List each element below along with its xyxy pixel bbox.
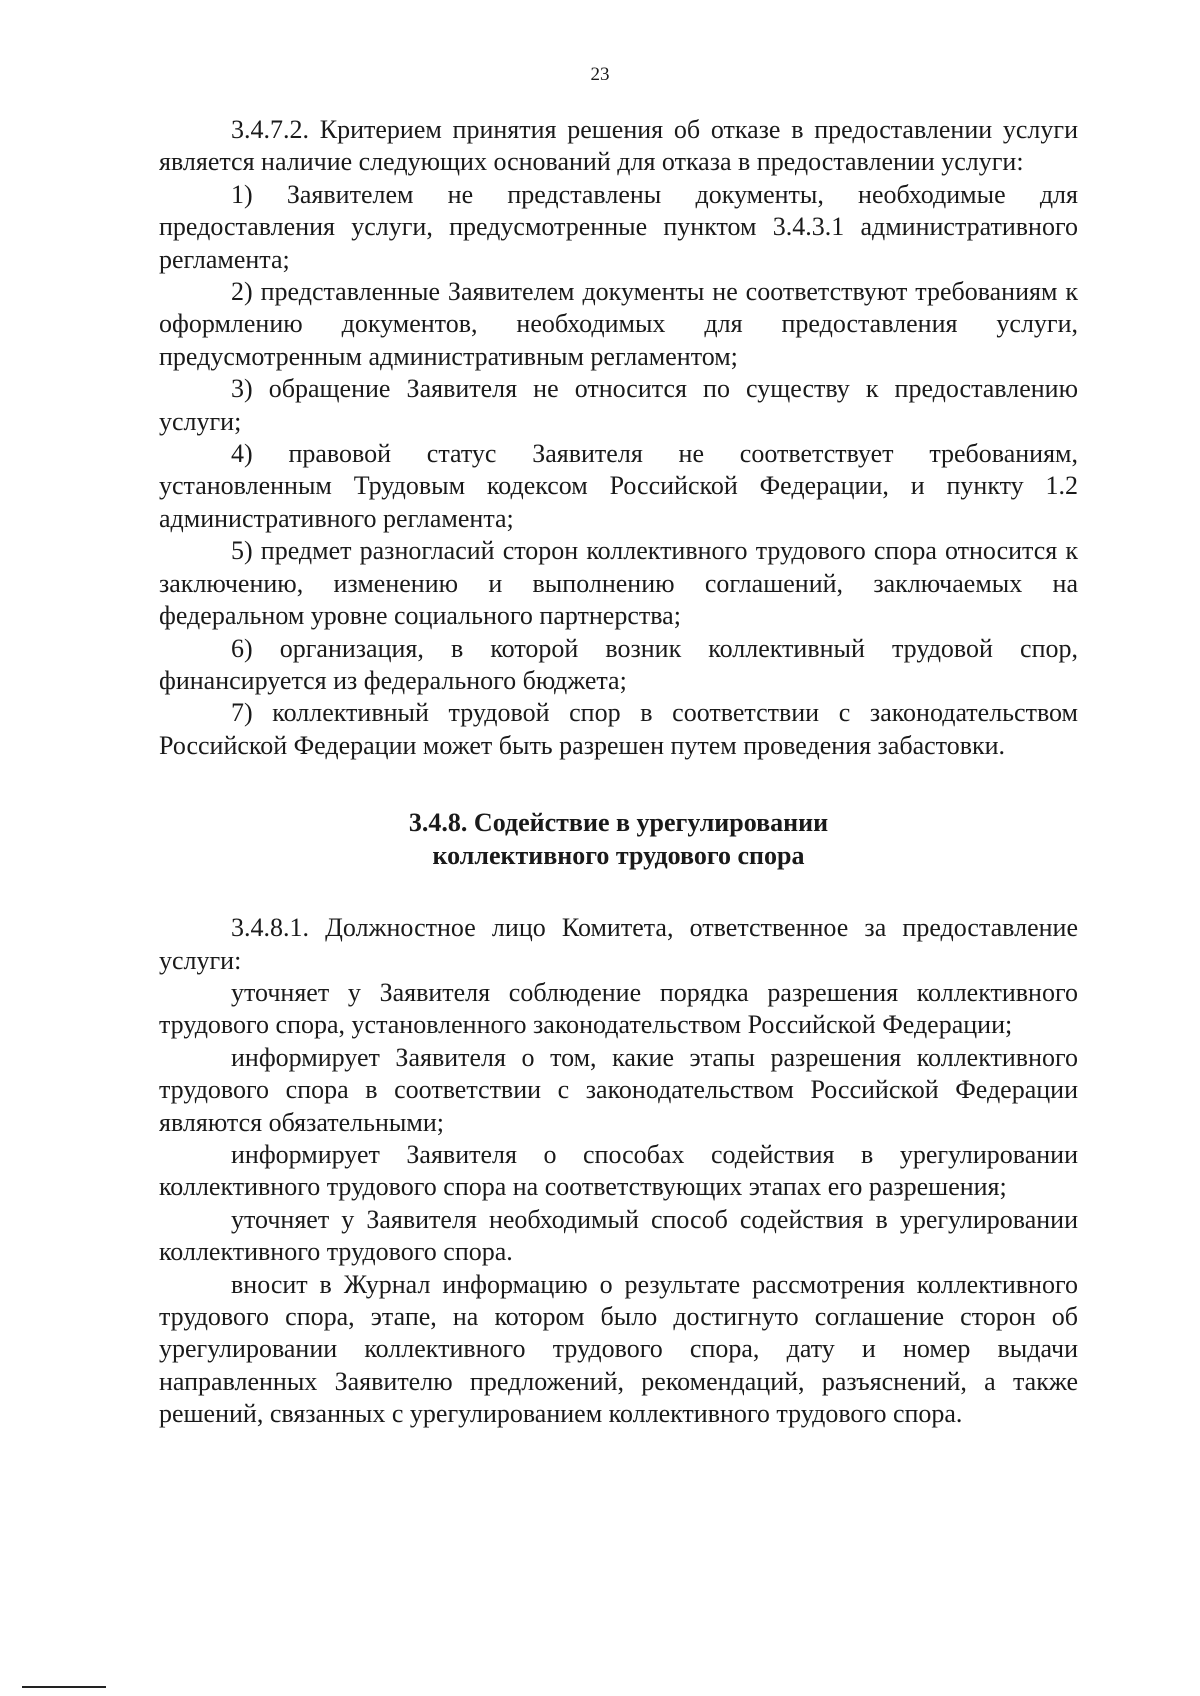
heading-line: 3.4.8. Содействие в урегулировании bbox=[408, 808, 829, 838]
page-number: 23 bbox=[590, 64, 610, 85]
heading-line: коллективного трудового спора bbox=[432, 841, 805, 871]
section-heading-3-4-8 bbox=[159, 806, 1078, 872]
list-item: 7) коллективный трудовой спор в соответствии с законодательством Российской Федерации может быть разрешен путем проведения забастовки. bbox=[159, 698, 1078, 760]
list-item: 1) Заявителем не представлены документы, необходимые для предоставления услуги, предусмотренные пунктом 3.4.3.1 административного регламента; bbox=[159, 179, 1078, 274]
list-item: вносит в Журнал информацию о результате рассмотрения коллективного трудового спора, этапе, на котором было достигнуто соглашение сторон об урегулировании коллективного трудового спора, дату и номер выдачи направленных Заявителю предложений, рекомендаций, разъяснений, а также решений, связанных с урегулированием коллективного трудового спора. bbox=[159, 1269, 1078, 1429]
list-item: 4) правовой статус Заявителя не соответствует требованиям, установленным Трудовым кодексом Российской Федерации, и пункту 1.2 административного регламента; bbox=[159, 439, 1078, 533]
list-item: 2) представленные Заявителем документы не соответствуют требованиям к оформлению документов, необходимых для предоставления услуги, предусмотренным административным регламентом; bbox=[159, 277, 1078, 371]
list-item: 6) организация, в которой возник коллективный трудовой спор, финансируется из федерального бюджета; bbox=[159, 633, 1078, 695]
list-item: 5) предмет разногласий сторон коллективного трудового спора относится к заключению, изменению и выполнению соглашений, заключаемых на федеральном уровне социального партнерства; bbox=[159, 536, 1078, 631]
list-item: уточняет у Заявителя соблюдение порядка разрешения коллективного трудового спора, установленного законодательством Российской Федерации; bbox=[159, 977, 1078, 1040]
list-item: 3) обращение Заявителя не относится по существу к предоставлению услуги; bbox=[159, 374, 1078, 436]
paragraph-3-4-8-1-intro: 3.4.8.1. Должностное лицо Комитета, ответственное за предоставление услуги: bbox=[159, 913, 1078, 975]
document-body bbox=[159, 114, 1078, 1431]
paragraph-3-4-7-2-intro: 3.4.7.2. Критерием принятия решения об отказе в предоставлении услуги является наличие следующих оснований для отказа в предоставлении услуги: bbox=[159, 115, 1078, 177]
list-item: уточняет у Заявителя необходимый способ содействия в урегулировании коллективного трудового спора. bbox=[159, 1204, 1078, 1267]
footer-rule bbox=[22, 1686, 106, 1688]
list-item: информирует Заявителя о способах содействия в урегулировании коллективного трудового спора на соответствующих этапах его разрешения; bbox=[159, 1139, 1078, 1202]
list-item: информирует Заявителя о том, какие этапы разрешения коллективного трудового спора в соответствии с законодательством Российской Федерации являются обязательными; bbox=[159, 1042, 1078, 1137]
